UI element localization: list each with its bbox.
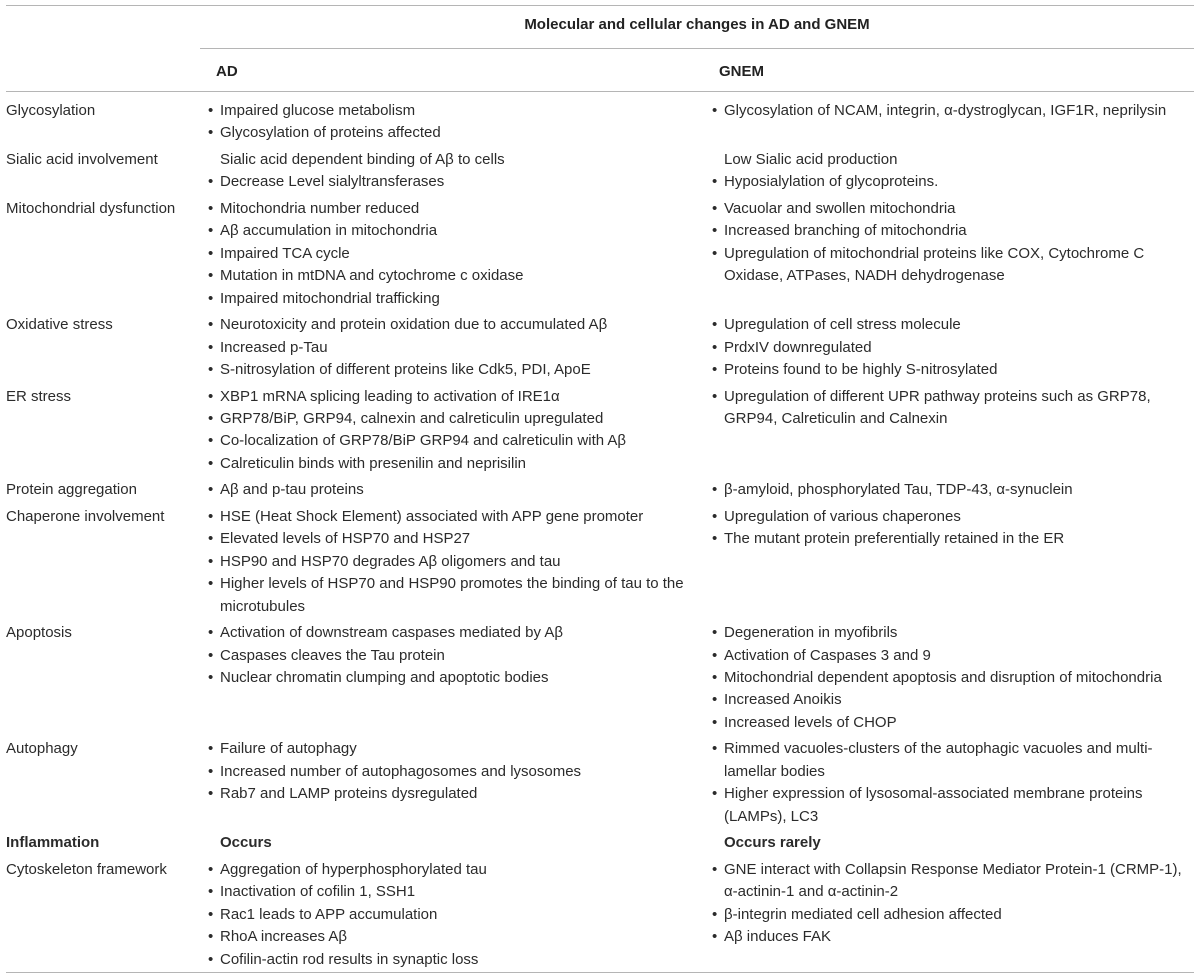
ad-bullet-list — [208, 386, 712, 476]
bullet-item: • Mitochondria number reduced — [208, 198, 712, 220]
gnem-cell — [712, 506, 1198, 622]
ad-plain-text: Sialic acid dependent binding of Aβ to cells — [220, 151, 505, 168]
ad-cell — [208, 149, 712, 198]
gnem-cell — [712, 479, 1198, 506]
header-rule — [6, 91, 1194, 92]
table-row — [6, 479, 1198, 506]
bullet-item: • Rab7 and LAMP proteins dysregulated — [208, 783, 712, 805]
bullet-item: • Upregulation of cell stress molecule — [712, 314, 1198, 336]
table-row — [6, 859, 1198, 975]
bullet-item: • Calreticulin binds with presenilin and neprisilin — [208, 453, 712, 475]
row-label: Glycosylation — [6, 102, 96, 119]
bullet-item: • Proteins found to be highly S-nitrosylated — [712, 359, 1198, 381]
table-row — [6, 314, 1198, 385]
row-label: Chaperone involvement — [6, 508, 165, 526]
bullet-item: • Higher expression of lysosomal-associated membrane proteins (LAMPs), LC3 — [712, 783, 1198, 828]
bullet-item: • Degeneration in myofibrils — [712, 622, 1198, 644]
row-label: Protein aggregation — [6, 481, 137, 499]
ad-cell — [208, 506, 712, 622]
gnem-bullet-list — [712, 622, 1198, 734]
bullet-item: • Aβ accumulation in mitochondria — [208, 220, 712, 242]
bullet-item: • HSP90 and HSP70 degrades Aβ oligomers and tau — [208, 551, 712, 573]
row-label: Oxidative stress — [6, 316, 113, 334]
bullet-item: • Cofilin-actin rod results in synaptic loss — [208, 949, 712, 971]
ad-bullet-list — [208, 859, 712, 971]
bullet-item: • Failure of autophagy — [208, 738, 712, 760]
bullet-item: • Increased number of autophagosomes and lysosomes — [208, 761, 712, 783]
ad-bullet-list — [208, 198, 712, 310]
bullet-item: • XBP1 mRNA splicing leading to activation of IRE1α — [208, 386, 712, 408]
ad-bullet-list — [208, 506, 712, 618]
bullet-item: • β-integrin mediated cell adhesion affected — [712, 904, 1198, 926]
table-body — [6, 100, 1198, 975]
row-label: Mitochondrial dysfunction — [6, 200, 176, 217]
comparison-table — [6, 100, 1198, 975]
gnem-cell — [712, 386, 1198, 480]
bullet-item: • HSE (Heat Shock Element) associated with APP gene promoter — [208, 506, 712, 528]
bullet-item: • Glycosylation of NCAM, integrin, α-dystroglycan, IGF1R, neprilysin — [712, 100, 1198, 122]
bullet-item: • Decrease Level sialyltransferases — [208, 171, 712, 193]
gnem-bullet-list — [712, 100, 1198, 122]
bullet-item: • Activation of downstream caspases mediated by Aβ — [208, 622, 712, 644]
gnem-bullet-list — [712, 479, 1198, 501]
gnem-cell — [712, 832, 1198, 859]
bullet-item: • Mutation in mtDNA and cytochrome c oxidase — [208, 265, 712, 287]
bullet-item: • Neurotoxicity and protein oxidation due to accumulated Aβ — [208, 314, 712, 336]
bullet-item: • GNE interact with Collapsin Response Mediator Protein-1 (CRMP-1), α-actinin-1 and α-actinin-2 — [712, 859, 1198, 904]
bullet-item: • Hyposialylation of glycoproteins. — [712, 171, 1198, 193]
top-rule — [6, 5, 1194, 6]
row-label: Apoptosis — [6, 624, 72, 642]
bullet-item: • Aggregation of hyperphosphorylated tau — [208, 859, 712, 881]
bullet-item: • Mitochondrial dependent apoptosis and disruption of mitochondria — [712, 667, 1198, 689]
gnem-plain-text: Occurs rarely — [724, 834, 821, 852]
gnem-cell — [712, 622, 1198, 738]
table-row — [6, 149, 1198, 198]
bullet-item: • RhoA increases Aβ — [208, 926, 712, 948]
gnem-cell — [712, 314, 1198, 385]
bullet-item: • Increased p-Tau — [208, 337, 712, 359]
bullet-item: • Increased levels of CHOP — [712, 712, 1198, 734]
gnem-cell — [712, 149, 1198, 198]
table-row — [6, 506, 1198, 622]
table-row — [6, 198, 1198, 314]
bullet-item: • β-amyloid, phosphorylated Tau, TDP-43, α-synuclein — [712, 479, 1198, 501]
bullet-item: • Rimmed vacuoles-clusters of the autophagic vacuoles and multi-lamellar bodies — [712, 738, 1198, 783]
bullet-item: • GRP78/BiP, GRP94, calnexin and calreticulin upregulated — [208, 408, 712, 430]
bullet-item: • Upregulation of different UPR pathway proteins such as GRP78, GRP94, Calreticulin and Calnexin — [712, 386, 1198, 431]
table-row — [6, 622, 1198, 738]
row-label: Sialic acid involvement — [6, 151, 158, 168]
table-caption: Molecular and cellular changes in AD and GNEM — [524, 16, 870, 33]
bullet-item: • PrdxIV downregulated — [712, 337, 1198, 359]
ad-cell — [208, 198, 712, 314]
ad-bullet-list — [208, 314, 712, 381]
bullet-item: • Nuclear chromatin clumping and apoptotic bodies — [208, 667, 712, 689]
bullet-item: • Aβ and p-tau proteins — [208, 479, 712, 501]
ad-cell — [208, 738, 712, 832]
bullet-item: • Impaired glucose metabolism — [208, 100, 712, 122]
gnem-plain-text: Low Sialic acid production — [724, 151, 898, 168]
gnem-cell — [712, 738, 1198, 832]
bullet-item: • Inactivation of cofilin 1, SSH1 — [208, 881, 712, 903]
gnem-bullet-list — [712, 314, 1198, 381]
bullet-item: • Increased Anoikis — [712, 689, 1198, 711]
bullet-item: • Co-localization of GRP78/BiP GRP94 and calreticulin with Aβ — [208, 430, 712, 452]
gnem-bullet-list — [712, 171, 1198, 193]
ad-cell — [208, 832, 712, 859]
bullet-item: • Higher levels of HSP70 and HSP90 promotes the binding of tau to the microtubules — [208, 573, 712, 618]
bullet-item: • Impaired mitochondrial trafficking — [208, 288, 712, 310]
gnem-bullet-list — [712, 386, 1198, 431]
row-label: Cytoskeleton framework — [6, 860, 167, 878]
ad-cell — [208, 100, 712, 149]
bullet-item: • Upregulation of mitochondrial proteins like COX, Cytochrome C Oxidase, ATPases, NADH dehydrogenase — [712, 243, 1198, 288]
column-header-gnem: GNEM — [719, 63, 764, 80]
caption-rule — [200, 48, 1194, 49]
gnem-bullet-list — [712, 506, 1198, 551]
bullet-item: • Caspases cleaves the Tau protein — [208, 645, 712, 667]
bullet-item: • The mutant protein preferentially retained in the ER — [712, 528, 1198, 550]
table-row — [6, 738, 1198, 832]
ad-cell — [208, 386, 712, 480]
gnem-cell — [712, 859, 1198, 975]
bullet-item: • Rac1 leads to APP accumulation — [208, 904, 712, 926]
ad-plain-text: Occurs — [220, 834, 272, 852]
gnem-bullet-list — [712, 738, 1198, 828]
ad-cell — [208, 622, 712, 738]
gnem-bullet-list — [712, 198, 1198, 288]
ad-bullet-list — [208, 479, 712, 501]
row-label: Autophagy — [6, 740, 78, 758]
table-row — [6, 100, 1198, 149]
ad-bullet-list — [208, 738, 712, 805]
gnem-bullet-list — [712, 859, 1198, 949]
table-row — [6, 832, 1198, 859]
bottom-rule — [6, 972, 1194, 973]
bullet-item: • Aβ induces FAK — [712, 926, 1198, 948]
ad-bullet-list — [208, 622, 712, 689]
ad-cell — [208, 314, 712, 385]
bullet-item: • Elevated levels of HSP70 and HSP27 — [208, 528, 712, 550]
bullet-item: • Impaired TCA cycle — [208, 243, 712, 265]
bullet-item: • Upregulation of various chaperones — [712, 506, 1198, 528]
bullet-item: • Vacuolar and swollen mitochondria — [712, 198, 1198, 220]
bullet-item: • Activation of Caspases 3 and 9 — [712, 645, 1198, 667]
column-header-ad: AD — [216, 63, 238, 80]
gnem-cell — [712, 100, 1198, 149]
row-label: Inflammation — [6, 834, 100, 852]
gnem-cell — [712, 198, 1198, 314]
bullet-item: • S-nitrosylation of different proteins like Cdk5, PDI, ApoE — [208, 359, 712, 381]
row-label: ER stress — [6, 387, 72, 405]
bullet-item: • Glycosylation of proteins affected — [208, 122, 712, 144]
ad-cell — [208, 859, 712, 975]
ad-bullet-list — [208, 100, 712, 145]
table-row — [6, 386, 1198, 480]
bullet-item: • Increased branching of mitochondria — [712, 220, 1198, 242]
ad-bullet-list — [208, 171, 712, 193]
ad-cell — [208, 479, 712, 506]
